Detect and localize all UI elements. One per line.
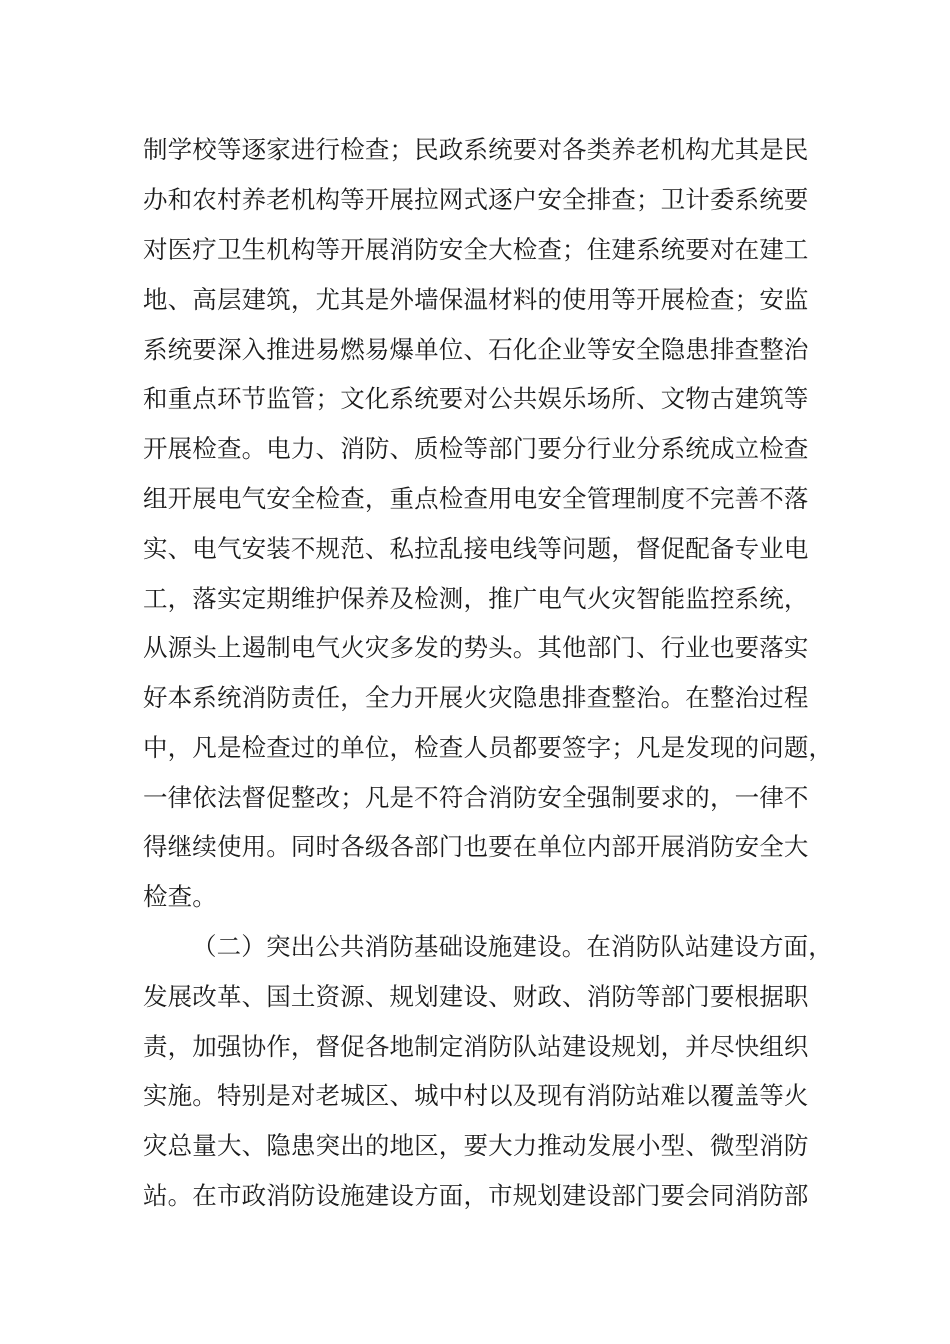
- text-line: 责，加强协作，督促各地制定消防队站建设规划，并尽快组织: [143, 1032, 809, 1061]
- text-line: 一律依法督促整改；凡是不符合消防安全强制要求的，一律不: [143, 783, 809, 812]
- text-line: 中，凡是检查过的单位，检查人员都要签字；凡是发现的问题，: [143, 733, 834, 762]
- text-line: 检查。: [143, 882, 217, 911]
- text-line: 好本系统消防责任，全力开展火灾隐患排查整治。在整治过程: [143, 683, 809, 712]
- text-line: 组开展电气安全检查，重点检查用电安全管理制度不完善不落: [143, 484, 809, 513]
- text-line: 对医疗卫生机构等开展消防安全大检查；住建系统要对在建工: [143, 235, 809, 264]
- text-line: 办和农村养老机构等开展拉网式逐户安全排查；卫计委系统要: [143, 185, 809, 214]
- text-line: 开展检查。电力、消防、质检等部门要分行业分系统成立检查: [143, 434, 809, 463]
- text-line: 站。在市政消防设施建设方面，市规划建设部门要会同消防部: [143, 1181, 809, 1210]
- text-line: 地、高层建筑，尤其是外墙保温材料的使用等开展检查；安监: [143, 285, 809, 314]
- section-heading-line: （二）突出公共消防基础设施建设。在消防队站建设方面，: [192, 932, 833, 961]
- text-line: 实、电气安装不规范、私拉乱接电线等问题，督促配备专业电: [143, 534, 809, 563]
- text-line: 从源头上遏制电气火灾多发的势头。其他部门、行业也要落实: [143, 633, 809, 662]
- text-line: 制学校等逐家进行检查；民政系统要对各类养老机构尤其是民: [143, 135, 809, 164]
- text-line: 和重点环节监管；文化系统要对公共娱乐场所、文物古建筑等: [143, 384, 809, 413]
- text-line: 发展改革、国土资源、规划建设、财政、消防等部门要根据职: [143, 982, 809, 1011]
- text-line: 得继续使用。同时各级各部门也要在单位内部开展消防安全大: [143, 832, 809, 861]
- text-line: 灾总量大、隐患突出的地区，要大力推动发展小型、微型消防: [143, 1131, 809, 1160]
- text-line: 实施。特别是对老城区、城中村以及现有消防站难以覆盖等火: [143, 1081, 809, 1110]
- text-line: 工，落实定期维护保养及检测，推广电气火灾智能监控系统，: [143, 584, 809, 613]
- text-line: 系统要深入推进易燃易爆单位、石化企业等安全隐患排查整治: [143, 335, 809, 364]
